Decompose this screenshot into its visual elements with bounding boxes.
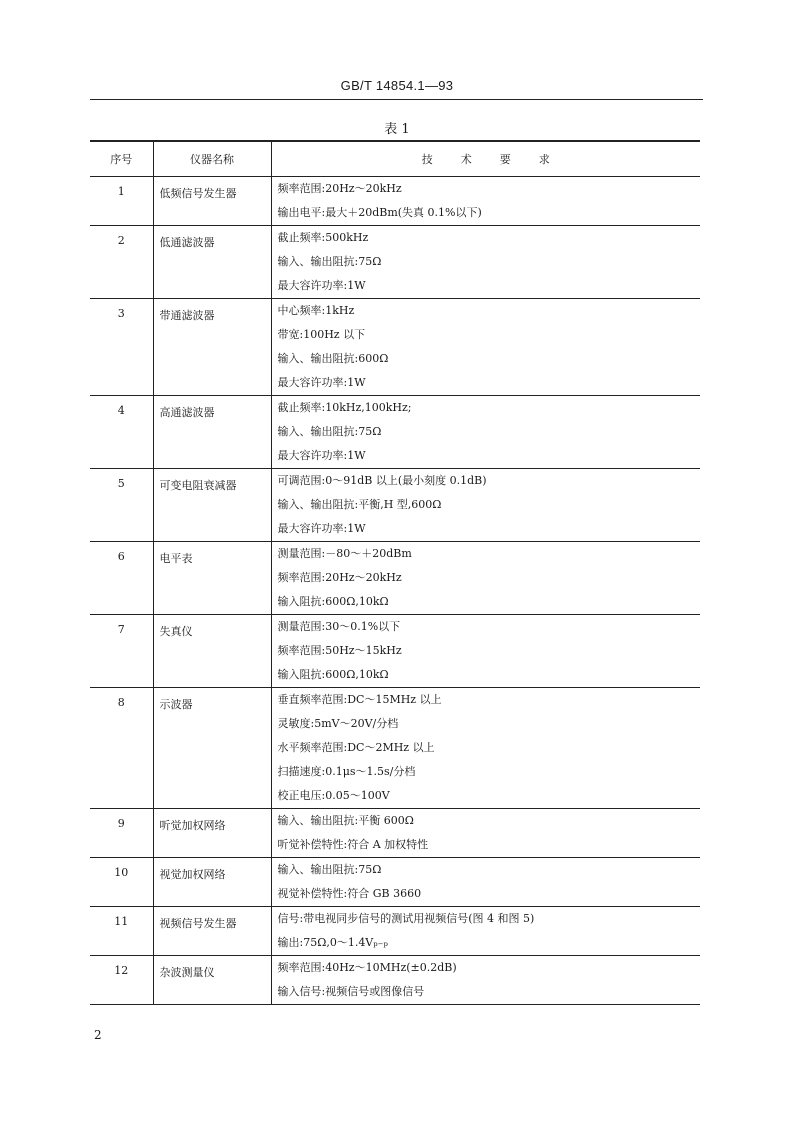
requirements-cell	[271, 542, 700, 615]
table-body	[90, 177, 700, 1005]
instrument-name: 可变电阻衰减器	[153, 469, 271, 542]
requirement-line: 输入、输出阻抗:600Ω	[277, 352, 389, 365]
requirement-line: 带宽:100Hz 以下	[277, 328, 366, 341]
requirement-line: 校正电压:0.05～100V	[277, 789, 390, 802]
requirement-line: 测量范围:30～0.1%以下	[277, 620, 401, 633]
instrument-name: 视觉加权网络	[153, 858, 271, 907]
requirement-line: 扫描速度:0.1μs～1.5s/分档	[277, 765, 416, 778]
requirement-line: 灵敏度:5mV～20V/分档	[277, 717, 399, 730]
requirement-line: 垂直频率范围:DC～15MHz 以上	[277, 693, 442, 706]
requirement-line: 输入阻抗:600Ω,10kΩ	[277, 668, 389, 681]
requirements-cell	[271, 396, 700, 469]
table-header-row	[90, 141, 700, 177]
requirement-line: 输入、输出阻抗:75Ω	[277, 425, 382, 438]
requirement-line: 听觉补偿特性:符合 A 加权特性	[277, 838, 429, 851]
page-number: 2	[94, 1028, 102, 1042]
table-caption: 表 1	[384, 122, 410, 137]
row-number: 3	[90, 299, 153, 396]
instrument-table	[90, 140, 700, 1005]
requirements-cell	[271, 615, 700, 688]
requirement-line: 测量范围:－80～＋20dBm	[277, 547, 412, 560]
requirement-line: 水平频率范围:DC～2MHz 以上	[277, 741, 435, 754]
table-row	[90, 809, 700, 858]
table-row	[90, 177, 700, 226]
requirements-header-label: 技术要求	[421, 153, 578, 166]
requirement-line: 截止频率:10kHz,100kHz;	[277, 401, 412, 414]
requirements-cell	[271, 688, 700, 809]
row-number: 5	[90, 469, 153, 542]
requirement-line: 截止频率:500kHz	[277, 231, 369, 244]
requirements-cell	[271, 469, 700, 542]
standard-header: GB/T 14854.1—93	[340, 78, 454, 93]
requirement-line: 输入、输出阻抗:75Ω	[277, 863, 382, 876]
instrument-name: 示波器	[153, 688, 271, 809]
requirements-cell	[271, 858, 700, 907]
requirements-cell	[271, 809, 700, 858]
requirements-cell	[271, 299, 700, 396]
row-number: 6	[90, 542, 153, 615]
requirement-line: 输入、输出阻抗:平衡,H 型,600Ω	[277, 498, 442, 511]
requirement-line: 最大容许功率:1W	[277, 279, 366, 292]
requirement-line: 最大容许功率:1W	[277, 522, 366, 535]
requirement-line: 输出电平:最大＋20dBm(失真 0.1%以下)	[277, 206, 482, 219]
instrument-name: 低频信号发生器	[153, 177, 271, 226]
row-number: 7	[90, 615, 153, 688]
header-rule	[90, 99, 703, 100]
requirement-line: 输入、输出阻抗:平衡 600Ω	[277, 814, 414, 827]
instrument-name: 听觉加权网络	[153, 809, 271, 858]
requirement-line: 最大容许功率:1W	[277, 449, 366, 462]
table-row	[90, 226, 700, 299]
table-row	[90, 688, 700, 809]
requirement-line: 频率范围:20Hz～20kHz	[277, 571, 402, 584]
requirement-line: 输入阻抗:600Ω,10kΩ	[277, 595, 389, 608]
instrument-name: 带通滤波器	[153, 299, 271, 396]
requirement-line: 输入信号:视频信号或图像信号	[277, 985, 425, 998]
row-number: 11	[90, 907, 153, 956]
table-row	[90, 615, 700, 688]
row-number: 12	[90, 956, 153, 1005]
table-row	[90, 542, 700, 615]
requirement-line: 中心频率:1kHz	[277, 304, 355, 317]
row-number: 9	[90, 809, 153, 858]
requirement-line: 视觉补偿特性:符合 GB 3660	[277, 887, 422, 900]
row-number: 4	[90, 396, 153, 469]
table-row	[90, 396, 700, 469]
column-header-name: 仪器名称	[153, 141, 271, 177]
instrument-table-container	[90, 140, 700, 1005]
requirement-line: 信号:带电视同步信号的测试用视频信号(图 4 和图 5)	[277, 912, 535, 925]
instrument-name: 高通滤波器	[153, 396, 271, 469]
requirements-cell	[271, 956, 700, 1005]
requirement-line: 频率范围:50Hz～15kHz	[277, 644, 402, 657]
table-row	[90, 469, 700, 542]
instrument-name: 杂波测量仪	[153, 956, 271, 1005]
column-header-requirements	[271, 141, 700, 177]
row-number: 2	[90, 226, 153, 299]
instrument-name: 低通滤波器	[153, 226, 271, 299]
table-row	[90, 858, 700, 907]
requirements-cell	[271, 226, 700, 299]
table-row	[90, 907, 700, 956]
column-header-no: 序号	[90, 141, 153, 177]
requirement-line: 频率范围:40Hz～10MHz(±0.2dB)	[277, 961, 457, 974]
row-number: 8	[90, 688, 153, 809]
instrument-name: 失真仪	[153, 615, 271, 688]
instrument-name: 电平表	[153, 542, 271, 615]
requirements-cell	[271, 907, 700, 956]
requirement-line: 输出:75Ω,0～1.4Vₚ₋ₚ	[277, 936, 388, 949]
requirement-line: 最大容许功率:1W	[277, 376, 366, 389]
instrument-name: 视频信号发生器	[153, 907, 271, 956]
requirement-line: 可调范围:0～91dB 以上(最小刻度 0.1dB)	[277, 474, 487, 487]
requirement-line: 频率范围:20Hz～20kHz	[277, 182, 402, 195]
requirements-cell	[271, 177, 700, 226]
table-row	[90, 956, 700, 1005]
row-number: 1	[90, 177, 153, 226]
table-row	[90, 299, 700, 396]
requirement-line: 输入、输出阻抗:75Ω	[277, 255, 382, 268]
row-number: 10	[90, 858, 153, 907]
